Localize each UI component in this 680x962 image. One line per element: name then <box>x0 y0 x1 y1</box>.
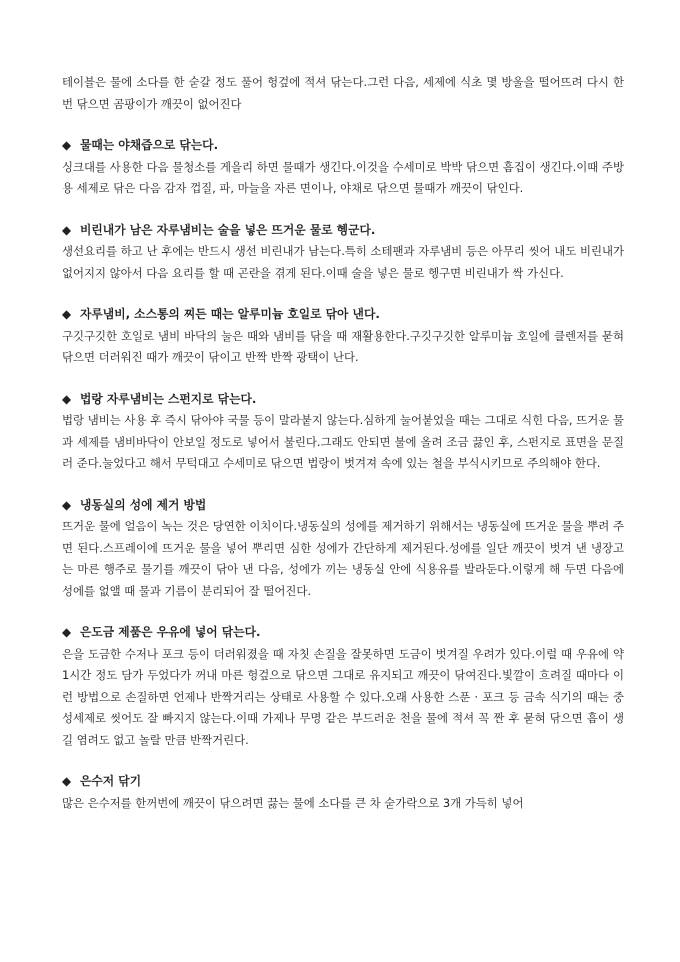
section-title: 은수저 닦기 <box>80 774 142 788</box>
section-silver-plated <box>62 622 624 751</box>
intro-paragraph: 테이블은 물에 소다를 한 숟갈 정도 풀어 헝겊에 적셔 닦는다.그런 다음, 세제에 식초 몇 방울을 떨어뜨려 다시 한 번 닦으면 곰팡이가 깨끗이 없어진다 <box>62 75 624 111</box>
diamond-bullet-icon: ◆ <box>62 625 72 639</box>
section-title: 자루냄비, 소스통의 찌든 때는 알루미늄 호일로 닦아 낸다. <box>80 307 380 321</box>
section-heading <box>62 389 624 411</box>
section-enamel-pot <box>62 389 624 475</box>
section-body: 은을 도금한 수저나 포크 등이 더러워졌을 때 자칫 손질을 잘못하면 도금이 벗겨질 우려가 있다.이럴 때 우유에 약 1시간 정도 담가 두었다가 꺼내 마른 헝겊으로 닦으면 그대로 유지되고 깨끗이 닦여진다.빛깔이 흐려질 때마다 이런 방법으로 손질하면 언제나 반짝거리는 상태로 사용할 수 있다.오래 사용한 스푼 · 포크 등 금속 식기의 때는 중성세제로 씻어도 잘 빠지지 않는다.이때 가제나 무명 같은 부드러운 천을 물에 적셔 꼭 짠 후 묻혀 닦으면 흠이 생길 염려도 없고 놀랄 만큼 반짝거린다. <box>62 646 624 747</box>
section-title: 은도금 제품은 우유에 넣어 닦는다. <box>80 625 261 639</box>
section-fish-smell <box>62 220 624 285</box>
diamond-bullet-icon: ◆ <box>62 307 72 321</box>
diamond-bullet-icon: ◆ <box>62 138 72 152</box>
section-heading <box>62 622 624 644</box>
diamond-bullet-icon: ◆ <box>62 774 72 788</box>
section-water-stain <box>62 135 624 200</box>
section-heading <box>62 304 624 326</box>
section-heading <box>62 135 624 157</box>
section-silverware <box>62 771 624 814</box>
section-heading <box>62 771 624 793</box>
section-title: 비린내가 남은 자루냄비는 술을 넣은 뜨거운 물로 헹군다. <box>80 222 376 237</box>
section-title: 물때는 야채즙으로 닦는다. <box>80 138 219 152</box>
section-heading <box>62 220 624 242</box>
section-foil-cleaning <box>62 304 624 369</box>
diamond-bullet-icon: ◆ <box>62 497 72 512</box>
section-body: 뜨거운 물에 얼음이 녹는 것은 당연한 이치이다.냉동실의 성에를 제거하기 위해서는 냉동실에 뜨거운 물을 뿌려 주면 된다.스프레이에 뜨거운 물을 넣어 뿌리면 심한 성에가 간단하게 제거된다.성에를 일단 깨끗이 벗겨 낸 냉장고는 마른 행주로 물기를 깨끗이 닦아 낸 다음, 성에가 끼는 냉동실 안에 식용유를 발라둔다.이렇게 해 두면 다음에 성에를 없앨 때 물과 기름이 분리되어 잘 떨어진다. <box>62 519 624 598</box>
section-freezer-frost <box>62 495 624 603</box>
document-page <box>62 72 624 814</box>
section-body: 생선요리를 하고 난 후에는 반드시 생선 비린내가 남는다.특히 소테팬과 자루냄비 등은 아무리 씻어 내도 비린내가 없어지지 않아서 다음 요리를 할 때 곤란을 겪게 된다.이때 술을 넣은 물로 헹구면 비린내가 싹 가신다. <box>62 244 624 280</box>
section-title: 냉동실의 성에 제거 방법 <box>80 497 207 512</box>
section-title: 법랑 자루냄비는 스펀지로 닦는다. <box>80 391 257 406</box>
section-body: 법랑 냄비는 사용 후 즉시 닦아야 국물 등이 말라붙지 않는다.심하게 눌어붙었을 때는 그대로 식힌 다음, 뜨거운 물과 세제를 냄비바닥이 안보일 정도로 넣어서 불린다.그래도 안되면 불에 올려 조금 끓인 후, 스펀지로 표면을 문질러 준다.눌었다고 해서 무턱대고 수세미로 닦으면 법랑이 벗겨져 속에 있는 철을 부식시키므로 주의해야 한다. <box>62 413 624 470</box>
diamond-bullet-icon: ◆ <box>62 222 72 237</box>
section-body: 싱크대를 사용한 다음 물청소를 게을리 하면 물때가 생긴다.이것을 수세미로 박박 닦으면 흠집이 생긴다.이때 주방용 세제로 닦은 다음 감자 껍질, 파, 마늘을 자른 면이나, 야채로 닦으면 물때가 깨끗이 닦인다. <box>62 159 624 195</box>
section-body: 구깃구깃한 호일로 냄비 바닥의 눌은 때와 냄비를 닦을 때 재활용한다.구깃구깃한 알루미늄 호일에 클렌저를 묻혀 닦으면 더러워진 때가 깨끗이 닦이고 반짝 반짝 광택이 난다. <box>62 328 624 364</box>
section-body: 많은 은수저를 한꺼번에 깨끗이 닦으려면 끓는 물에 소다를 큰 차 숟가락으로 3개 가득히 넣어 <box>62 795 524 810</box>
diamond-bullet-icon: ◆ <box>62 391 72 406</box>
section-heading <box>62 495 624 517</box>
